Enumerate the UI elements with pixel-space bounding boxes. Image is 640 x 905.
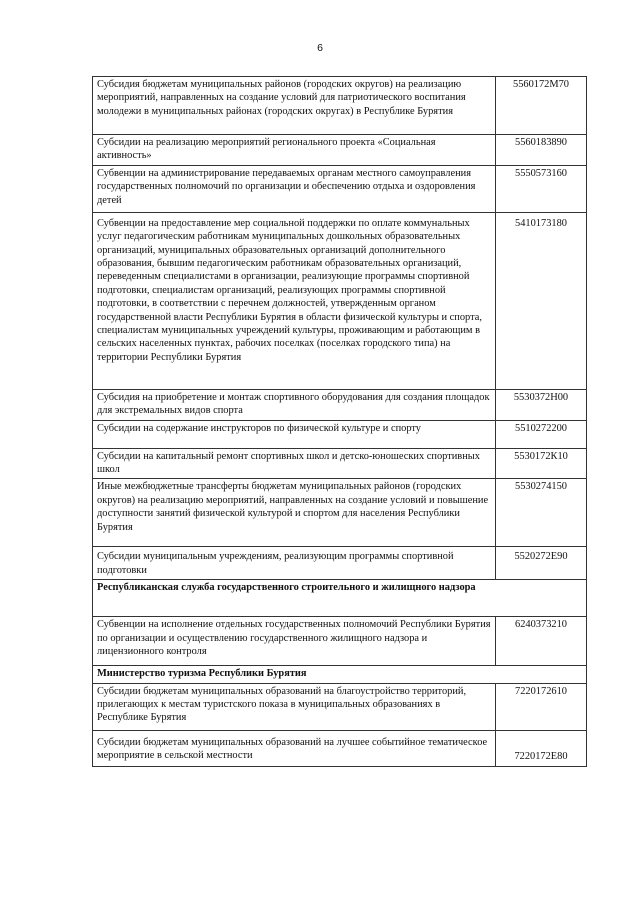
row-code: 5530172К10 [496, 448, 587, 479]
table-row [93, 389, 587, 420]
section-heading: Республиканская служба государственного строительного и жилищного надзора [93, 580, 587, 617]
row-code: 5410173180 [496, 212, 587, 389]
row-code: 5560183890 [496, 135, 587, 166]
row-name: Субсидии муниципальным учреждениям, реализующим программы спортивной подготовки [93, 547, 496, 580]
row-name: Субвенции на администрирование передаваемых органам местного самоуправления государственных полномочий по организации и обеспечению отдыха и оздоровления детей [93, 165, 496, 212]
section-row [93, 580, 587, 617]
row-code: 5520272Е90 [496, 547, 587, 580]
row-code: 5530274150 [496, 479, 587, 547]
row-name: Субсидия на приобретение и монтаж спортивного оборудования для создания площадок для экстремальных видов спорта [93, 389, 496, 420]
row-name: Субсидии бюджетам муниципальных образований на лучшее событийное тематическое мероприятие в сельской местности [93, 730, 496, 766]
table-row [93, 479, 587, 547]
row-name: Субвенции на исполнение отдельных государственных полномочий Республики Бурятия по организации и осуществлению государственного жилищного надзора и лицензионного контроля [93, 617, 496, 666]
table-row [93, 617, 587, 666]
row-name: Иные межбюджетные трансферты бюджетам муниципальных районов (городских округов) на реализацию мероприятий, направленных на создание условий и повышение доступности занятий физической культурой и спортом для населения Республики Бурятия [93, 479, 496, 547]
row-name: Субвенции на предоставление мер социальной поддержки по оплате коммунальных услуг педагогическим работникам муниципальных дошкольных образовательных организаций, муниципальных образовательных организаций дополнительного образования, бывшим педагогическим работникам образовательных организаций, переведенным специалистами в организации, реализующие программы спортивной подготовки, специалистам организаций, реализующих программы спортивной подготовки, в соответствии с перечнем должностей, утвержденным органом государственной власти Республики Бурятия в области физической культуры и спорта, специалистам муниципальных учреждений культуры, проживающим и работающим в сельских населенных пунктах, рабочих поселках (поселках городского типа) на территории Республики Бурятия [93, 212, 496, 389]
table-row [93, 730, 587, 766]
row-name: Субсидия бюджетам муниципальных районов (городских округов) на реализацию мероприятий, направленных на создание условий для патриотического воспитания молодежи в муниципальных районах (городских округах) в Республике Бурятия [93, 77, 496, 135]
table-row [93, 77, 587, 135]
table-row [93, 448, 587, 479]
table-row [93, 212, 587, 389]
table-row [93, 135, 587, 166]
table-row [93, 547, 587, 580]
row-code: 7220172610 [496, 683, 587, 730]
budget-codes-table [92, 76, 587, 767]
section-row [93, 666, 587, 683]
row-name: Субсидии бюджетам муниципальных образований на благоустройство территорий, прилегающих к местам туристского показа в муниципальных образованиях в Республике Бурятия [93, 683, 496, 730]
row-code: 5560172М70 [496, 77, 587, 135]
row-code: 5510272200 [496, 420, 587, 448]
section-heading: Министерство туризма Республики Бурятия [93, 666, 587, 683]
table-row [93, 420, 587, 448]
row-code: 6240373210 [496, 617, 587, 666]
row-code: 7220172Е80 [496, 730, 587, 766]
row-name: Субсидии на содержание инструкторов по физической культуре и спорту [93, 420, 496, 448]
row-name: Субсидии на капитальный ремонт спортивных школ и детско-юношеских спортивных школ [93, 448, 496, 479]
row-code: 5530372Н00 [496, 389, 587, 420]
table-row [93, 165, 587, 212]
page-number: 6 [317, 42, 323, 54]
row-name: Субсидии на реализацию мероприятий регионального проекта «Социальная активность» [93, 135, 496, 166]
table-row [93, 683, 587, 730]
row-code: 5550573160 [496, 165, 587, 212]
